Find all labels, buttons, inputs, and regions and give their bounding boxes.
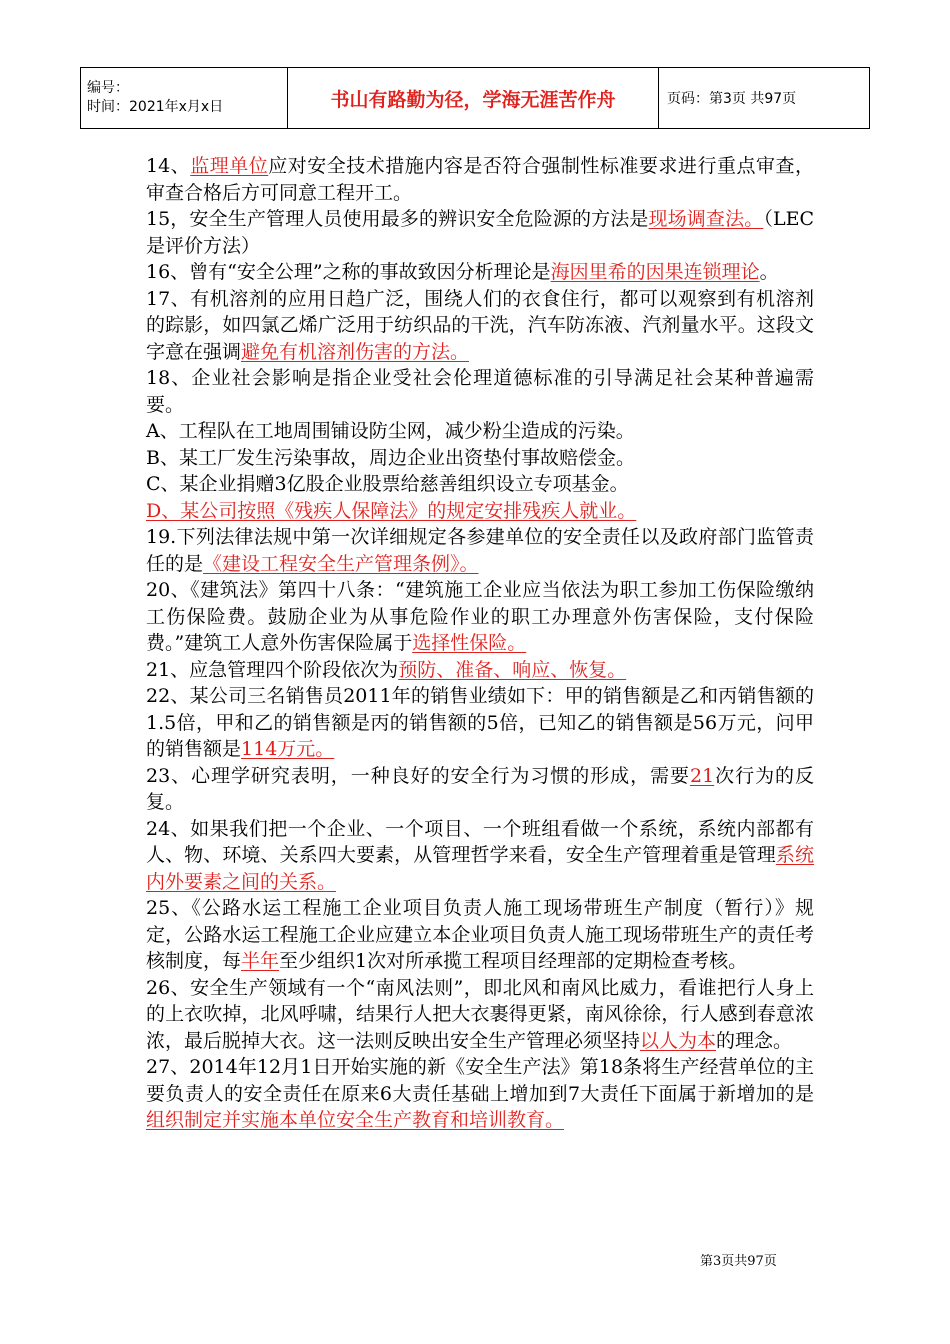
question-paragraph	[146, 153, 814, 206]
question-text: 21、应急管理四个阶段依次为	[146, 658, 399, 681]
question-text: 14、	[146, 155, 191, 177]
question-text: A、工程队在工地周围铺设防尘网，减少粉尘造成的污染。	[146, 420, 635, 442]
question-text: 20、《建筑法》第四十八条：“建筑施工企业应当依法为职工参加工伤保险缴纳工伤保险费。鼓励企业为从事危险作业的职工办理意外伤害保险，支付保险费。”建筑工人意外伤害保险属于	[146, 579, 814, 654]
header-time-label: 时间：2021年x月x日	[87, 99, 224, 115]
question-paragraph	[146, 816, 814, 896]
answer-text: D、某公司按照《残疾人保障法》的规定安排残疾人就业。	[146, 499, 637, 522]
header-page-label: 页码：第3页 共97页	[659, 68, 870, 129]
document-body	[146, 153, 814, 1134]
question-text: 25、《公路水运工程施工企业项目负责人施工现场带班生产制度（暂行）》规定，公路水运工程施工企业应建立本企业项目负责人施工现场带班生产的责任考核制度，每	[146, 897, 814, 972]
question-paragraph	[146, 524, 814, 577]
answer-text: 避免有机溶剂伤害的方法。	[241, 340, 470, 363]
answer-text: 监理单位	[190, 155, 269, 177]
answer-text: 半年	[241, 950, 280, 972]
question-text: 。	[759, 261, 779, 283]
question-text: 15，安全生产管理人员使用最多的辨识安全危险源的方法是	[146, 208, 649, 230]
question-paragraph	[146, 895, 814, 975]
header-number-label: 编号：	[87, 80, 129, 96]
question-text: 26、安全生产领域有一个“南风法则”，即北风和南风比威力，看谁把行人身上的上衣吹掉，北风呼啸，结果行人把大衣裹得更紧，南风徐徐，行人感到春意浓浓，最后脱掉大衣。这一法则反映出安全生产管理必须坚持	[146, 976, 814, 1052]
header-info-cell	[81, 68, 288, 129]
question-paragraph	[146, 206, 814, 259]
question-paragraph	[146, 498, 814, 525]
answer-text: 21	[690, 764, 715, 787]
answer-text: 以人为本	[640, 1029, 717, 1052]
question-text: 24、如果我们把一个企业、一个项目、一个班组看做一个系统，系统内部都有人、物、环境、关系四大要素，从管理哲学来看，安全生产管理着重是管理	[146, 817, 814, 866]
question-paragraph	[146, 471, 814, 498]
question-text: 19.下列法律法规中第一次详细规定各参建单位的安全责任以及政府部门监管责任的是	[146, 526, 814, 575]
page-footer: 第3页共97页	[700, 1254, 777, 1269]
answer-text: 组织制定并实施本单位安全生产教育和培训教育。	[146, 1109, 565, 1131]
question-paragraph	[146, 1054, 814, 1134]
question-paragraph	[146, 763, 814, 816]
question-text: 次行为的反复。	[146, 764, 814, 813]
question-text: 27、2014年12月1日开始实施的新《安全生产法》第18条将生产经营单位的主要负责人的安全责任在原来6大责任基础上增加到7大责任下面属于新增加的是	[146, 1056, 814, 1105]
question-paragraph	[146, 975, 814, 1055]
question-paragraph	[146, 418, 814, 445]
question-paragraph	[146, 365, 814, 418]
question-text: （LEC是评价方法）	[146, 208, 814, 257]
answer-text: 预防、准备、响应、恢复。	[398, 658, 627, 681]
answer-text: 系统内外要素之间的关系。	[146, 844, 814, 893]
question-text: 18、企业社会影响是指企业受社会伦理道德标准的引导满足社会某种普遍需要。	[146, 367, 814, 416]
page-header	[80, 67, 870, 129]
answer-text: 海因里希的因果连锁理论	[550, 261, 760, 283]
question-text: 的理念。	[716, 1029, 793, 1052]
answer-text: 《建设工程安全生产管理条例》。	[203, 552, 479, 575]
answer-text: 选择性保险。	[412, 632, 527, 654]
question-text: 22、某公司三名销售员2011年的销售业绩如下：甲的销售额是乙和丙销售额的1.5倍，甲和乙的销售额是丙的销售额的5倍，已知乙的销售额是56万元，问甲的销售额是	[146, 685, 814, 760]
question-text: 17、有机溶剂的应用日趋广泛，围绕人们的衣食住行，都可以观察到有机溶剂的踪影，如四氯乙烯广泛用于纺织品的干洗，汽车防冻液、汽剂量水平。这段文字意在强调	[146, 287, 814, 363]
answer-text: 114万元。	[241, 738, 335, 760]
question-paragraph	[146, 683, 814, 763]
question-paragraph	[146, 445, 814, 472]
answer-text: 现场调查法。	[648, 208, 764, 230]
question-text: 23、心理学研究表明，一种良好的安全行为习惯的形成，需要	[146, 764, 691, 787]
question-text: 应对安全技术措施内容是否符合强制性标准要求进行重点审查，审查合格后方可同意工程开工。	[146, 155, 814, 204]
question-paragraph	[146, 657, 814, 684]
question-text: C、某企业捐赠3亿股企业股票给慈善组织设立专项基金。	[146, 473, 629, 495]
question-text: B、某工厂发生污染事故，周边企业出资垫付事故赔偿金。	[146, 446, 635, 469]
question-paragraph	[146, 259, 814, 286]
question-paragraph	[146, 577, 814, 657]
header-motto: 书山有路勤为径，学海无涯苦作舟	[288, 68, 659, 129]
question-paragraph	[146, 286, 814, 366]
question-text: 至少组织1次对所承揽工程项目经理部的定期检查考核。	[279, 950, 748, 972]
question-text: 16、曾有“安全公理”之称的事故致因分析理论是	[146, 261, 551, 283]
